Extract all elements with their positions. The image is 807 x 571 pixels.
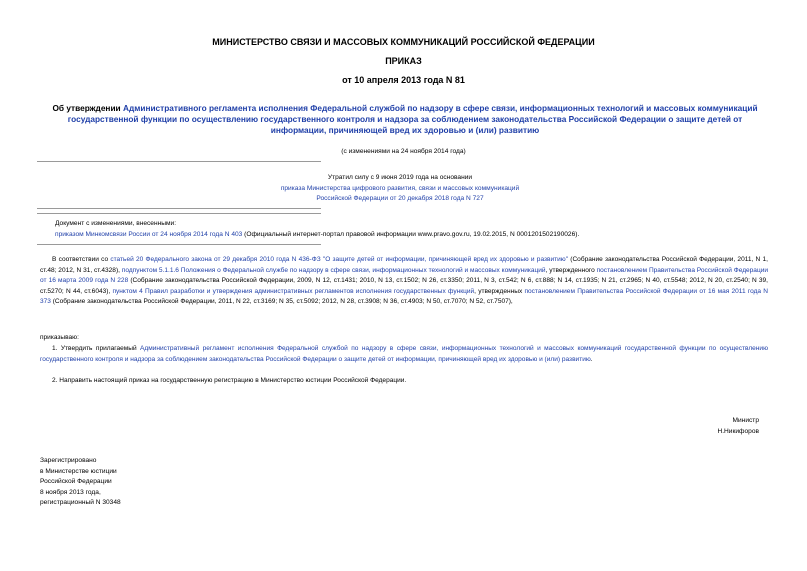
basis-text: , утвержденных xyxy=(474,287,525,295)
order-item-2: 2. Направить настоящий приказ на государственную регистрацию в Министерство юстиции Российской Федерации. xyxy=(52,377,407,384)
expiry-notice xyxy=(175,173,625,205)
divider xyxy=(37,161,321,162)
registration-block xyxy=(40,456,121,509)
document-date-number: от 10 апреля 2013 года N 81 xyxy=(342,75,465,85)
basis-text: В соответствии со xyxy=(52,256,111,263)
document-title xyxy=(50,103,760,136)
changes-order-link[interactable]: приказом Минкомсвязи России от 24 ноября 2014 года N 403 xyxy=(55,230,243,238)
ministry-heading: МИНИСТЕРСТВО СВЯЗИ И МАССОВЫХ КОММУНИКАЦИЙ РОССИЙСКОЙ ФЕДЕРАЦИИ xyxy=(212,37,595,47)
basis-text: (Собрание законодательства Российской Федерации, 2011, N 22, ст.3169; N 35, ст.5092; 2012, N 28, ст.3908; N 36, ст.4903; N 50, ст.7070; N 52, ст.7507), xyxy=(50,298,513,305)
registration-line: Российской Федерации xyxy=(40,478,112,485)
amendment-note: (с изменениями на 24 ноября 2014 года) xyxy=(341,148,466,155)
signatory-name: Н.Никифоров xyxy=(717,427,759,435)
divider xyxy=(37,244,321,245)
expiry-order-link-line2[interactable]: Российской Федерации от 20 декабря 2018 года N 727 xyxy=(316,195,484,202)
changes-line xyxy=(55,230,755,241)
rules-paragraph-link[interactable]: пунктом 4 Правил разработки и утверждения административных регламентов исполнения государственных функций xyxy=(112,287,475,295)
registration-line: регистрационный N 30348 xyxy=(40,499,121,506)
order-word: приказываю: xyxy=(40,334,79,341)
basis-text: (Собрание законодательства Российской Федерации, 2009, N 12, ст.1431; 2010, N 13, ст.1502; N 26, ст.3350; 2011, N 3, ст.542; N 6, ст.888; N 14, ст.1935; N 21, ст.2965; N 40, ст.5548; 2012, N 20, ст.2540; N 39, ст.5270; N 44, ст.6043), xyxy=(40,277,768,295)
expiry-order-link-line1[interactable]: приказа Министерства цифрового развития, связи и массовых коммуникаций xyxy=(280,184,520,192)
government-decree-373-link[interactable]: постановлением Правительства Российской Федерации от 16 мая 2011 года N 373 xyxy=(40,287,769,305)
signature-block xyxy=(717,416,759,437)
title-regulation-link[interactable]: Административного регламента исполнения Федеральной службой по надзору в сфере связи, информационных технологий и массовых коммуникаций государственной функции по осуществлению государственного контроля и надзора за соблюдением законодательства Российской Федерации о защите детей от информации, причиняющей вред их здоровью и (или) развитию xyxy=(67,103,758,135)
divider xyxy=(37,208,321,209)
registration-line: в Министерстве юстиции xyxy=(40,467,117,475)
law-article-link[interactable]: статьей 20 Федерального закона от 29 декабря 2010 года N 436-ФЗ "О защите детей от информации, причиняющей вред их здоровью и развитию" xyxy=(110,256,569,263)
title-prefix: Об утверждении xyxy=(52,103,123,113)
divider xyxy=(37,213,321,214)
basis-text: (Собрание законодательства Российской Федерации, 2011, N 1, ст.48; 2012, N 31, ст.4328), xyxy=(40,256,768,274)
order-item-1 xyxy=(40,344,768,365)
provision-subparagraph-link[interactable]: подпунктом 5.1.1.6 Положения о Федеральной службе по надзору в сфере связи, информационных технологий и массовых коммуникаций xyxy=(121,266,546,274)
basis-paragraph xyxy=(40,255,768,308)
changes-block xyxy=(55,219,755,240)
registration-line: Зарегистрировано xyxy=(40,457,97,464)
item-text: 1. Утвердить прилагаемый xyxy=(52,345,141,352)
signatory-position: Министр xyxy=(732,417,759,424)
government-decree-228-link[interactable]: постановлением Правительства Российской Федерации от 16 марта 2009 года N 228 xyxy=(40,266,769,284)
changes-source: (Официальный интернет-портал правовой информации www.pravo.gov.ru, 19.02.2015, N 0001201502190026). xyxy=(242,230,580,238)
changes-label: Документ с изменениями, внесенными: xyxy=(55,220,177,227)
registration-line: 8 ноября 2013 года, xyxy=(40,488,101,496)
basis-text: , утвержденного xyxy=(545,266,597,274)
document-type: ПРИКАЗ xyxy=(385,56,422,66)
regulation-link[interactable]: Административный регламент исполнения Федеральной службой по надзору в сфере связи, информационных технологий и массовых коммуникаций государственной функции по осуществлению государственного контроля и надзора за соблюдением законодательства Российской Федерации о защите детей от информации, причиняющей вред их здоровью и (или) развитию xyxy=(40,345,768,363)
expiry-text: Утратил силу с 9 июня 2019 года на основании xyxy=(327,174,473,181)
item-text: . xyxy=(590,355,593,363)
